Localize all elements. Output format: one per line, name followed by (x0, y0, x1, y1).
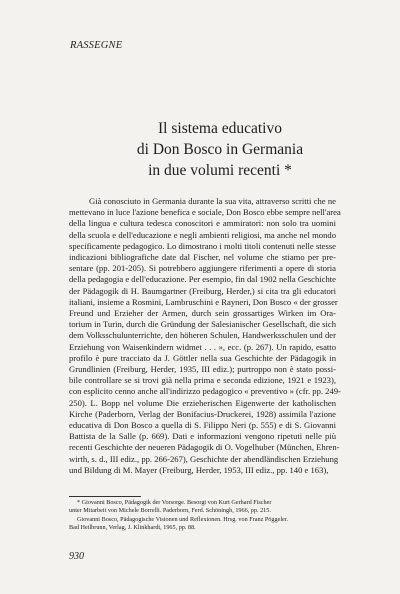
body-line: specificamente pedagogico. Lo dimostrano i molti titoli contenuti nelle stesse (69, 240, 336, 251)
footnote-line: Bad Heilbrunn, Verlag, J. Klinkhardt, 1965, pp. 88. (69, 523, 196, 531)
body-line: italiani, insieme a Rosmini, Lambruschini e Rayneri, Don Bosco « der grosser (69, 296, 338, 307)
title-line: Il sistema educativo (158, 120, 282, 137)
body-line: dem Volksschulunterrichte, den höheren Schulen, Handwerksschulen und der (69, 330, 336, 341)
footnote-line: unter Mitarbeit von Michele Borrelli. Paderborn, Ferd. Schöningh, 1966, pp. 215. (69, 507, 271, 515)
body-line: educativa di Don Bosco a quella di S. Filippo Neri (p. 555) e di S. Giovanni (69, 420, 336, 431)
body-line: Grundlinien (Freiburg, Herder, 1935, III ediz.); purtroppo non è stato possi- (69, 364, 336, 375)
footnote-line: Giovanni Bosco, Pädagogische Visionen und Reflexionen. Hrsg. von Franz Pöggeler. (77, 515, 289, 523)
body-line: torium in Turin, durch die Gründung der Salesianischer Gesellschaft, die sich (69, 319, 336, 330)
body-line: sentare (pp. 201-205). Si potrebbero aggiungere riferimenti a opere di storia (69, 263, 336, 274)
body-line: bile controllare se si trovi già nella prima e seconda edizione, 1921 e 1923), (69, 375, 336, 386)
body-line: wirth, s. d., III ediz., pp. 266-267), Geschichte der abendländischen Erziehung (69, 453, 339, 464)
footnote-divider (69, 496, 141, 497)
body-line: Battista de la Salle (p. 669). Dati e informazioni vengono ripetuti nelle più (69, 431, 336, 442)
page-number: 930 (69, 551, 84, 562)
body-line: der Pädagogik di H. Baumgartner (Freiburg, Herder,) si cita tra gli educatori (69, 285, 336, 296)
body-line: mettevano in luce l'azione benefica e sociale, Don Bosco ebbe sempre nell'area (69, 207, 341, 218)
footnotes (69, 499, 336, 532)
article-title (100, 118, 340, 181)
body-line: indicazioni bibliografiche date dal Fischer, nel volume che stiamo per pre- (69, 252, 336, 263)
body-line: profilo è pure tracciato da J. Göttler nella sua Geschichte der Pädagogik in (69, 352, 336, 363)
body-line: con esplicito cenno anche all'indirizzo pedagogico « preventivo » (cfr. pp. 249- (69, 386, 341, 397)
title-line: in due volumi recenti * (148, 162, 292, 179)
body-line: Già conosciuto in Germania durante la sua vita, attraverso scritti che ne (89, 196, 336, 206)
footnote-line: * Giovanni Bosco, Pädagogik der Vorsorge. Besorgt von Kurt Gerhard Fischer (77, 499, 272, 506)
section-header: RASSEGNE (70, 40, 123, 51)
body-line: und Bildung di M. Mayer (Freiburg, Herder, 1953, III ediz., pp. 140 e 163), (69, 464, 329, 475)
title-line: di Don Bosco in Germania (136, 141, 304, 158)
body-paragraph (69, 196, 341, 476)
body-line: Freund und Erzieher der Armen, durch sein grossartiges Wirken im Ora- (69, 308, 336, 319)
body-line: della lingua e cultura tedesca conoscitori e ammiratori: non solo tra uomini (69, 218, 336, 229)
body-line: della scuola e dell'educazione e negli ambienti religiosi, ma anche nel mondo (69, 229, 336, 240)
body-line: 250). L. Bopp nel volume Die erzieherischen Eigenwerte der katholischen (69, 397, 336, 408)
body-line: recenti Geschichte der neueren Pädagogik di O. Vogelhuber (München, Ehren- (69, 442, 340, 453)
body-line: della pedagogia e dell'educazione. Per esempio, fin dal 1902 nella Geschichte (69, 274, 336, 285)
body-line: Kirche (Paderborn, Verlag der Bonifacius-Druckerei, 1928) assimila l'azione (69, 408, 336, 419)
body-line: Erziehung von Waisenkindern widmet . . . », ecc. (p. 267). Un rapido, esatto (69, 341, 336, 352)
